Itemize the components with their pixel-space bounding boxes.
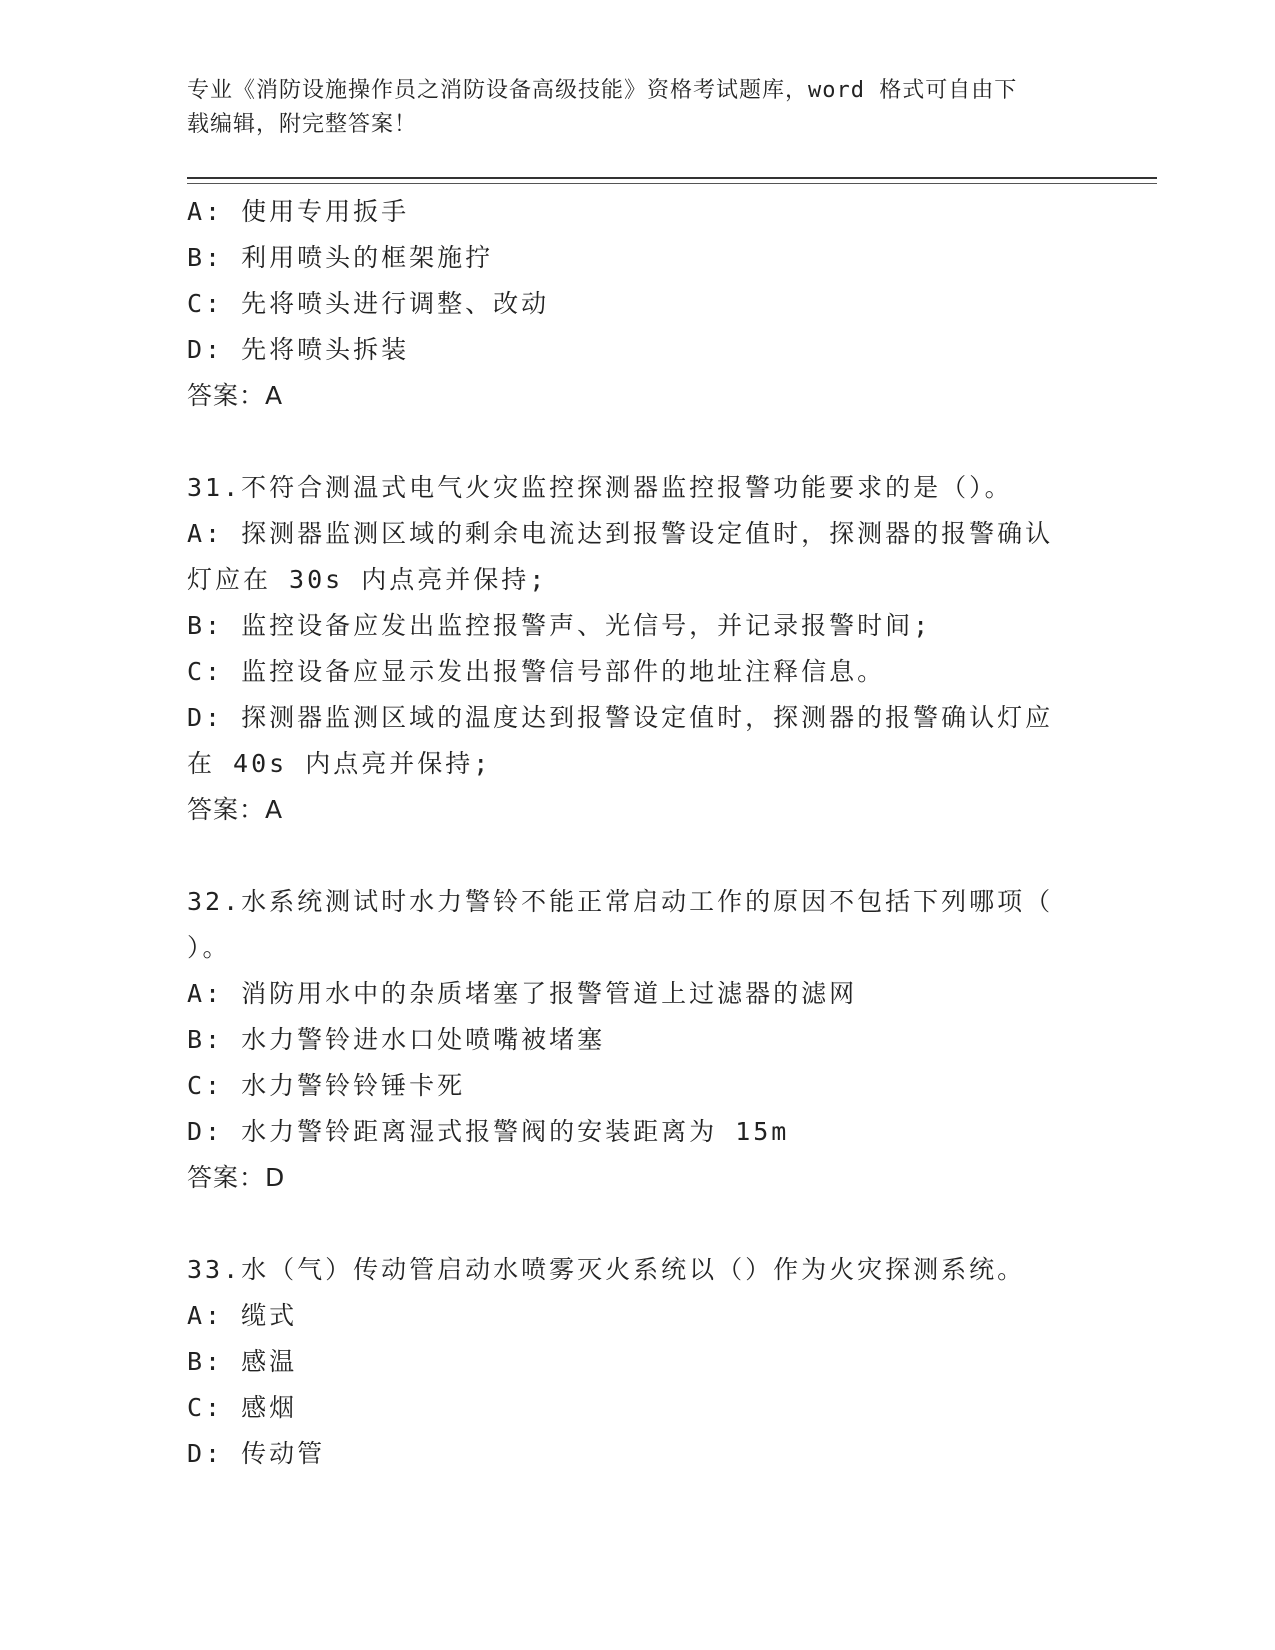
header-rule-thick <box>187 177 1157 179</box>
option-c: C: 水力警铃铃锤卡死 <box>187 1071 466 1100</box>
option-d: D: 传动管 <box>187 1439 326 1468</box>
question-list <box>187 189 1067 1477</box>
question-stem-line-1: 32.水系统测试时水力警铃不能正常启动工作的原因不包括下列哪项（ <box>187 887 1054 916</box>
document-header <box>187 74 1067 142</box>
spacer <box>187 1201 1067 1247</box>
question-31 <box>187 465 1067 833</box>
answer: 答案：A <box>187 381 284 410</box>
option-d-line-2: 在 40s 内点亮并保持; <box>187 749 492 778</box>
header-line-1: 专业《消防设施操作员之消防设备高级技能》资格考试题库，word 格式可自由下 <box>187 78 1018 103</box>
answer: 答案：D <box>187 1163 286 1192</box>
spacer <box>187 833 1067 879</box>
header-line-2: 载编辑，附完整答案！ <box>187 112 418 137</box>
option-a: A: 消防用水中的杂质堵塞了报警管道上过滤器的滤网 <box>187 979 858 1008</box>
option-c: C: 监控设备应显示发出报警信号部件的地址注释信息。 <box>187 657 886 686</box>
header-rule-thin <box>187 183 1157 184</box>
answer: 答案：A <box>187 795 284 824</box>
option-d: D: 水力警铃距离湿式报警阀的安装距离为 15m <box>187 1117 790 1146</box>
option-d-line-1: D: 探测器监测区域的温度达到报警设定值时，探测器的报警确认灯应 <box>187 703 1054 732</box>
question-stem: 33.水（气）传动管启动水喷雾灭火系统以（）作为火灾探测系统。 <box>187 1255 1026 1284</box>
question-stem: 31.不符合测温式电气火灾监控探测器监控报警功能要求的是（）。 <box>187 473 1013 502</box>
spacer <box>187 419 1067 465</box>
question-32 <box>187 879 1067 1201</box>
option-a: A: 使用专用扳手 <box>187 197 410 226</box>
option-b: B: 水力警铃进水口处喷嘴被堵塞 <box>187 1025 606 1054</box>
option-c: C: 感烟 <box>187 1393 298 1422</box>
option-d: D: 先将喷头拆装 <box>187 335 410 364</box>
option-a-line-2: 灯应在 30s 内点亮并保持; <box>187 565 548 594</box>
option-a: A: 缆式 <box>187 1301 298 1330</box>
question-33 <box>187 1247 1067 1477</box>
option-b: B: 利用喷头的框架施拧 <box>187 243 494 272</box>
option-b: B: 监控设备应发出监控报警声、光信号，并记录报警时间; <box>187 611 932 640</box>
option-c: C: 先将喷头进行调整、改动 <box>187 289 550 318</box>
question-stem-line-2: ）。 <box>187 933 231 962</box>
option-a-line-1: A: 探测器监测区域的剩余电流达到报警设定值时，探测器的报警确认 <box>187 519 1054 548</box>
question-30 <box>187 189 1067 419</box>
option-b: B: 感温 <box>187 1347 298 1376</box>
